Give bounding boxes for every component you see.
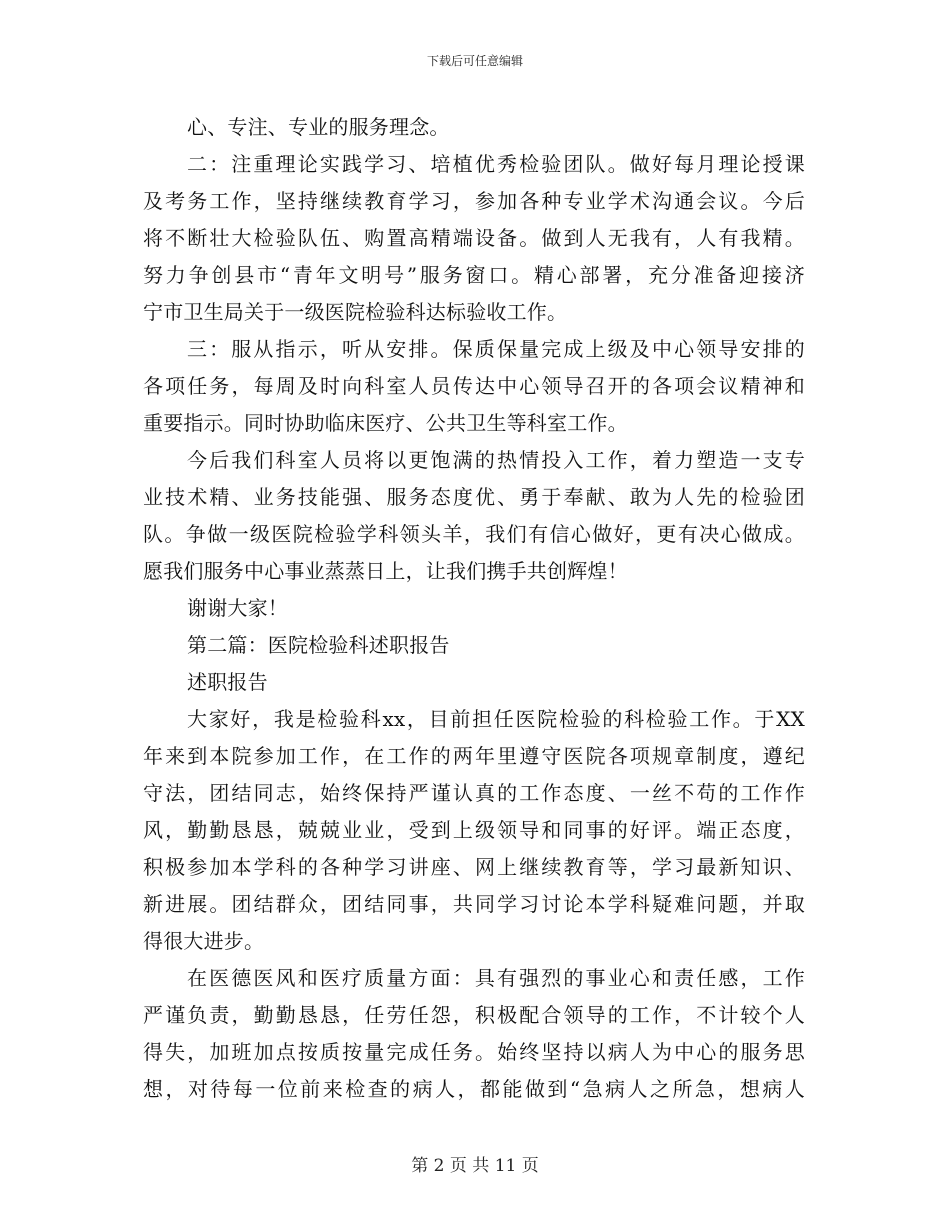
text-line: 第二篇：医院检验科述职报告 bbox=[187, 633, 450, 657]
text-line: 大家好，我是检验科xx，目前担任医院检验的科检验工作。于XX bbox=[187, 707, 805, 731]
text-line: 三：服从指示，听从安排。保质保量完成上级及中心领导安排的 bbox=[187, 337, 805, 361]
text-line: 及考务工作，坚持继续教育学习，参加各种专业学术沟通会议。今后 bbox=[143, 189, 805, 213]
text-line: 谢谢大家！ bbox=[187, 596, 288, 620]
text-line: 各项任务，每周及时向科室人员传达中心领导召开的各项会议精神和 bbox=[143, 374, 805, 398]
text-line: 得很大进步。 bbox=[143, 929, 265, 953]
text-line: 述职报告 bbox=[187, 670, 268, 694]
text-line: 二：注重理论实践学习、培植优秀检验团队。做好每月理论授课 bbox=[187, 152, 805, 176]
text-line: 积极参加本学科的各种学习讲座、网上继续教育等，学习最新知识、 bbox=[143, 855, 805, 879]
page-header: 下载后可任意编辑 bbox=[426, 54, 523, 68]
text-line: 重要指示。同时协助临床医疗、公共卫生等科室工作。 bbox=[143, 411, 628, 435]
text-line: 得失，加班加点按质按量完成任务。始终坚持以病人为中心的服务思 bbox=[143, 1040, 805, 1064]
text-line: 今后我们科室人员将以更饱满的热情投入工作，着力塑造一支专 bbox=[187, 448, 805, 472]
text-line: 愿我们服务中心事业蒸蒸日上，让我们携手共创辉煌！ bbox=[143, 559, 628, 583]
text-line: 心、专注、专业的服务理念。 bbox=[187, 115, 450, 139]
text-line: 宁市卫生局关于一级医院检验科达标验收工作。 bbox=[143, 300, 568, 324]
text-line: 业技术精、业务技能强、服务态度优、勇于奉献、敢为人先的检验团 bbox=[143, 485, 805, 509]
text-line: 风，勤勤恳恳，兢兢业业，受到上级领导和同事的好评。端正态度， bbox=[143, 818, 805, 842]
text-line: 新进展。团结群众，团结同事，共同学习讨论本学科疑难问题，并取 bbox=[143, 892, 805, 916]
text-line: 将不断壮大检验队伍、购置高精端设备。做到人无我有，人有我精。 bbox=[143, 226, 805, 250]
text-line: 想，对待每一位前来检查的病人，都能做到“急病人之所急，想病人 bbox=[143, 1077, 805, 1101]
text-line: 严谨负责，勤勤恳恳，任劳任怨，积极配合领导的工作，不计较个人 bbox=[143, 1003, 805, 1027]
text-line: 队。争做一级医院检验学科领头羊，我们有信心做好，更有决心做成。 bbox=[143, 522, 805, 546]
text-line: 努力争创县市“青年文明号”服务窗口。精心部署，充分准备迎接济 bbox=[143, 263, 805, 287]
text-line: 守法，团结同志，始终保持严谨认真的工作态度、一丝不苟的工作作 bbox=[143, 781, 805, 805]
document-body bbox=[143, 109, 805, 1108]
text-line: 年来到本院参加工作，在工作的两年里遵守医院各项规章制度，遵纪 bbox=[143, 744, 805, 768]
page-footer: 第 2 页 共 11 页 bbox=[411, 1156, 539, 1176]
text-line: 在医德医风和医疗质量方面：具有强烈的事业心和责任感，工作 bbox=[187, 966, 805, 990]
